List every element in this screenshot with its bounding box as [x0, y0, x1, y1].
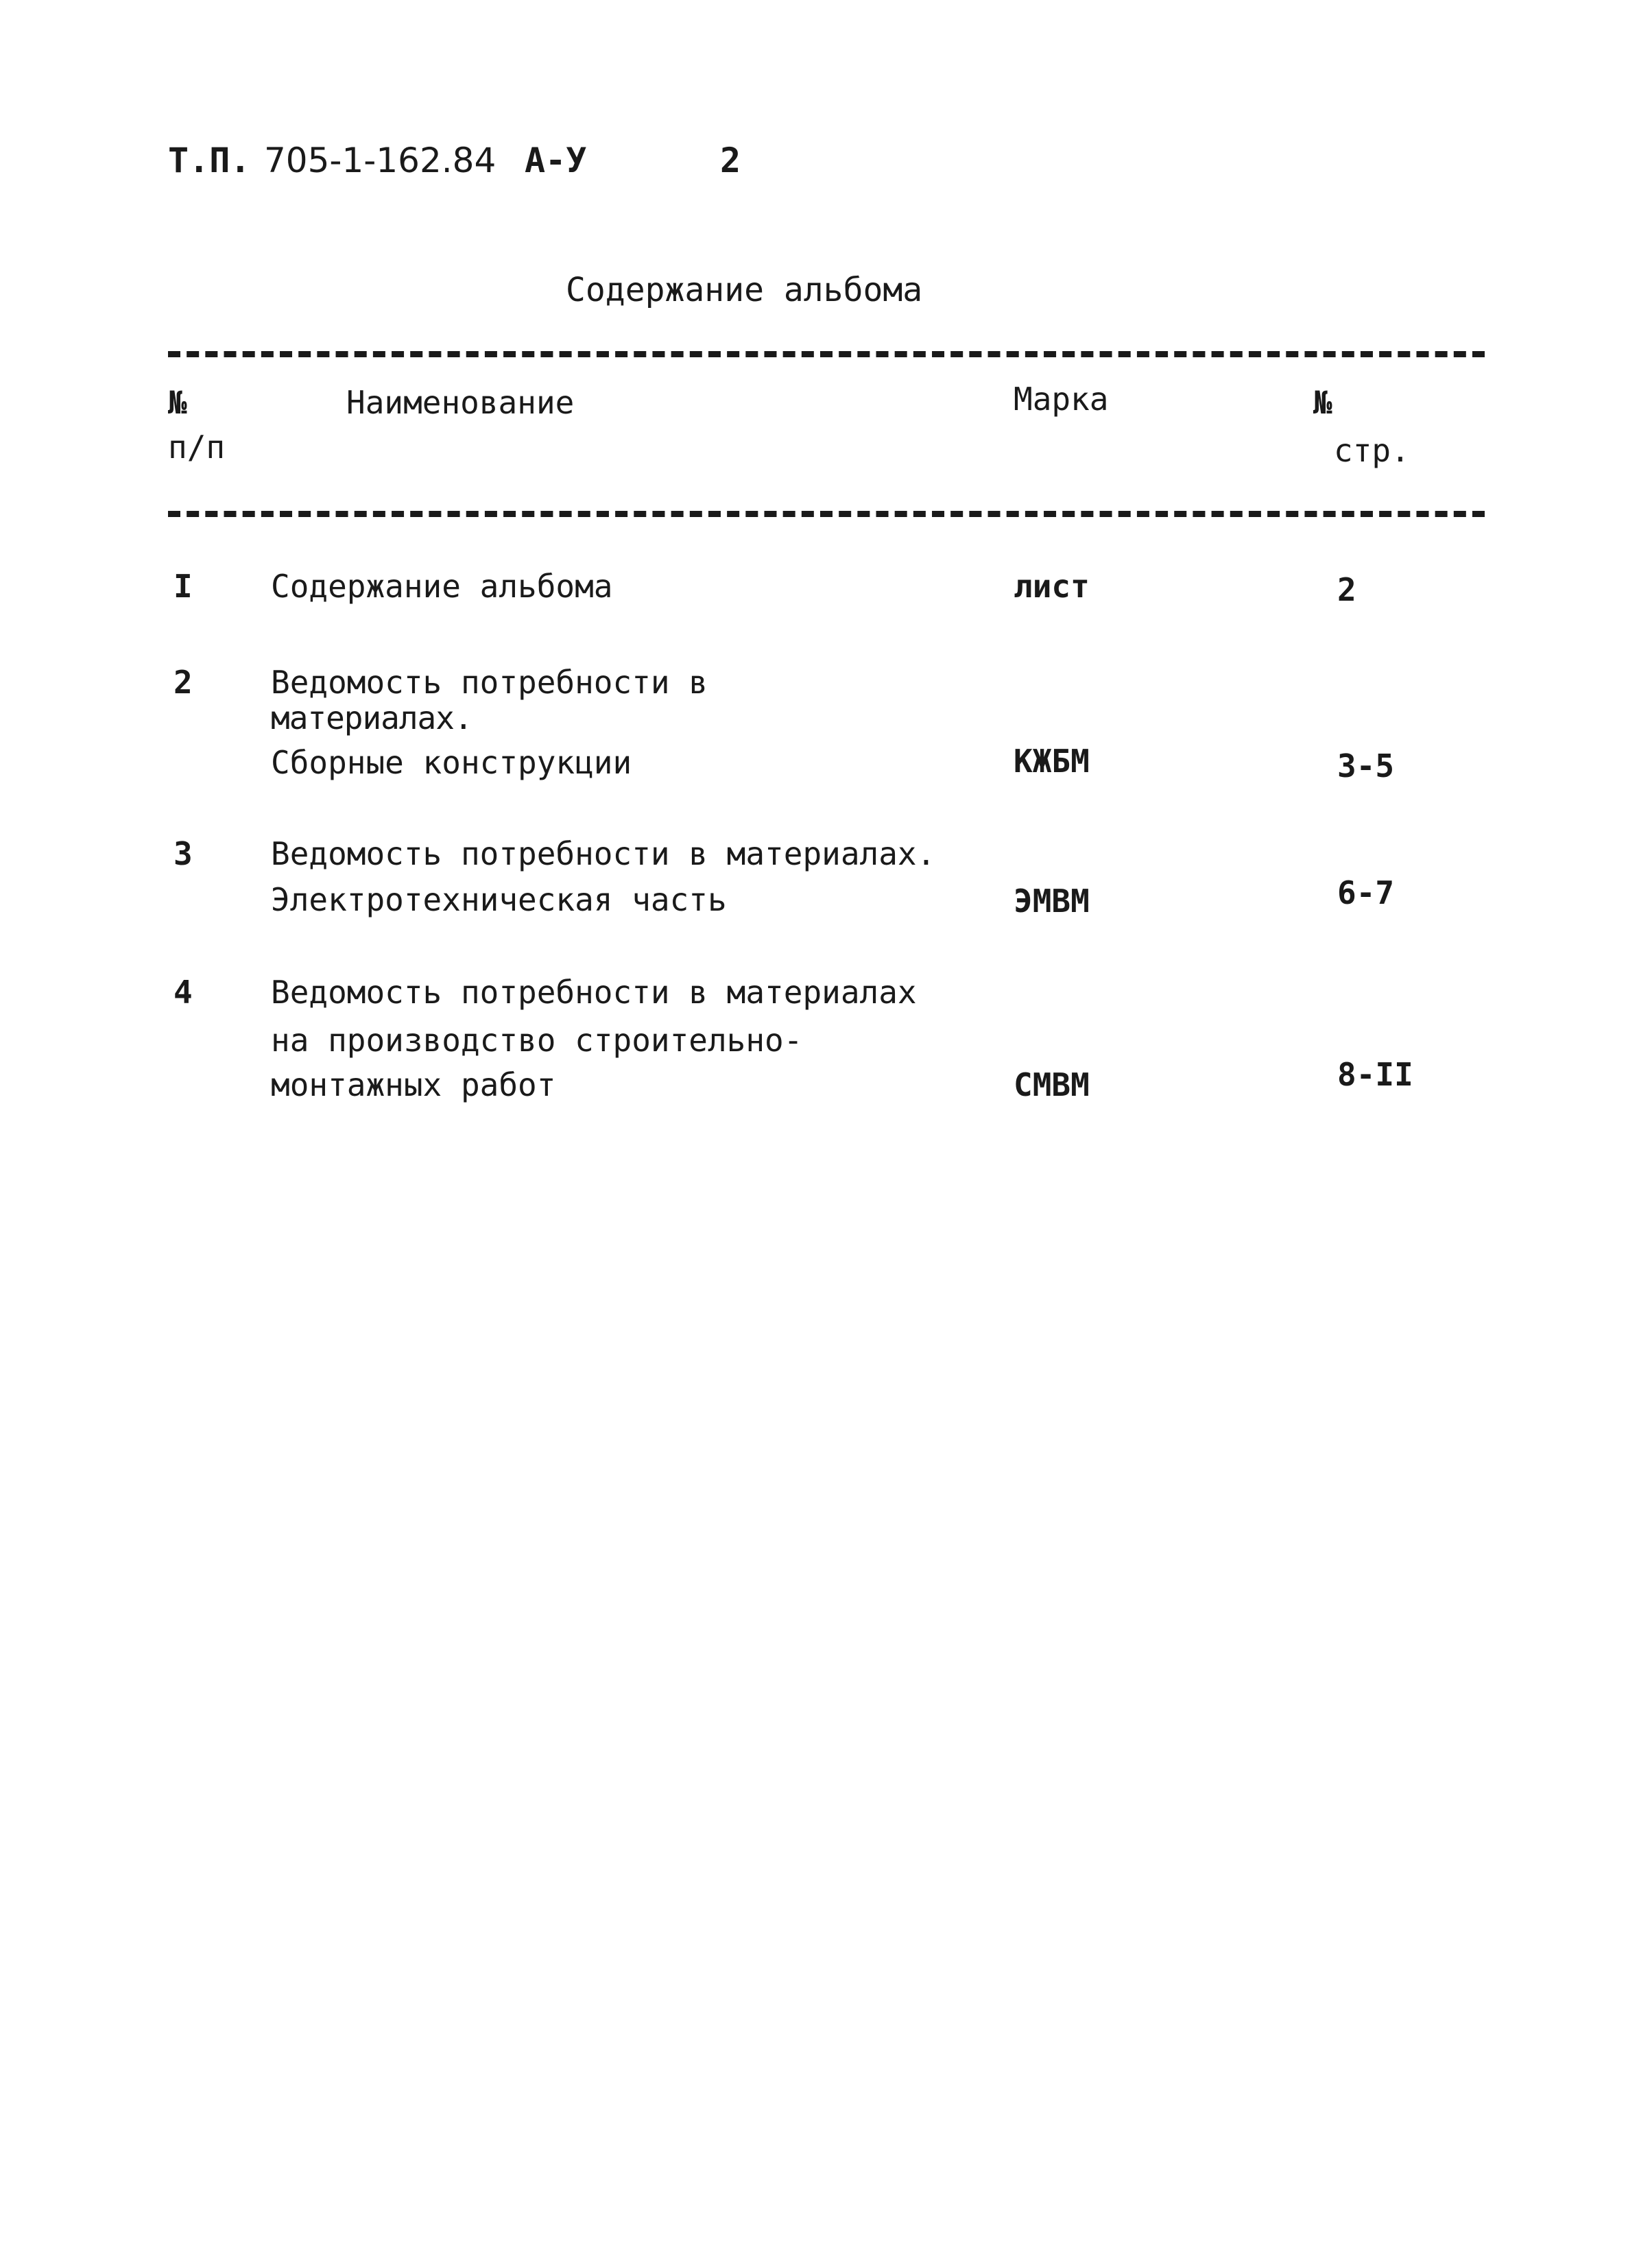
- row-1-name-line-1: Содержание альбома: [271, 568, 613, 605]
- doc-prefix: Т.П.: [168, 141, 251, 180]
- table-header-rule: [168, 511, 1485, 517]
- column-header-name: Наименование: [346, 384, 575, 421]
- album-mark: А-У: [525, 141, 587, 180]
- column-header-number: №: [168, 384, 187, 421]
- row-4-name-line-2: на производство строительно-: [271, 1022, 803, 1059]
- row-3-number: 3: [173, 835, 193, 872]
- document-title: Содержание альбома: [566, 271, 923, 309]
- row-4-name-line-3: монтажных работ: [271, 1066, 556, 1103]
- row-2-name-line-1: Ведомость потребности в: [271, 664, 708, 701]
- row-3-name-line-1: Ведомость потребности в материалах.: [271, 835, 936, 872]
- column-header-page-sub: стр.: [1334, 432, 1410, 469]
- row-2-name-line-3: Сборные конструкции: [271, 744, 632, 781]
- row-3-pages: 6-7: [1337, 874, 1395, 911]
- row-4-pages: 8-II: [1337, 1056, 1413, 1093]
- row-1-mark: лист: [1014, 568, 1090, 605]
- page-number: 2: [720, 141, 741, 180]
- column-header-page: №: [1313, 384, 1332, 421]
- row-2-mark: КЖБМ: [1014, 743, 1090, 780]
- row-3-mark: ЭМВМ: [1014, 883, 1090, 920]
- row-1-number: I: [173, 568, 193, 605]
- column-header-mark: Марка: [1014, 381, 1109, 418]
- table-top-rule: [168, 351, 1485, 357]
- row-4-number: 4: [173, 974, 193, 1011]
- doc-code: 705-1-162.84: [264, 141, 496, 180]
- row-2-pages: 3-5: [1337, 747, 1395, 784]
- row-4-name-line-1: Ведомость потребности в материалах: [271, 974, 917, 1011]
- row-2-number: 2: [173, 664, 193, 701]
- row-1-pages: 2: [1337, 571, 1356, 608]
- row-3-name-line-2: Электротехническая часть: [271, 881, 727, 918]
- row-4-mark: СМВМ: [1014, 1066, 1090, 1103]
- row-2-name-line-2: материалах.: [271, 699, 472, 736]
- column-header-number-sub: п/п: [168, 429, 226, 466]
